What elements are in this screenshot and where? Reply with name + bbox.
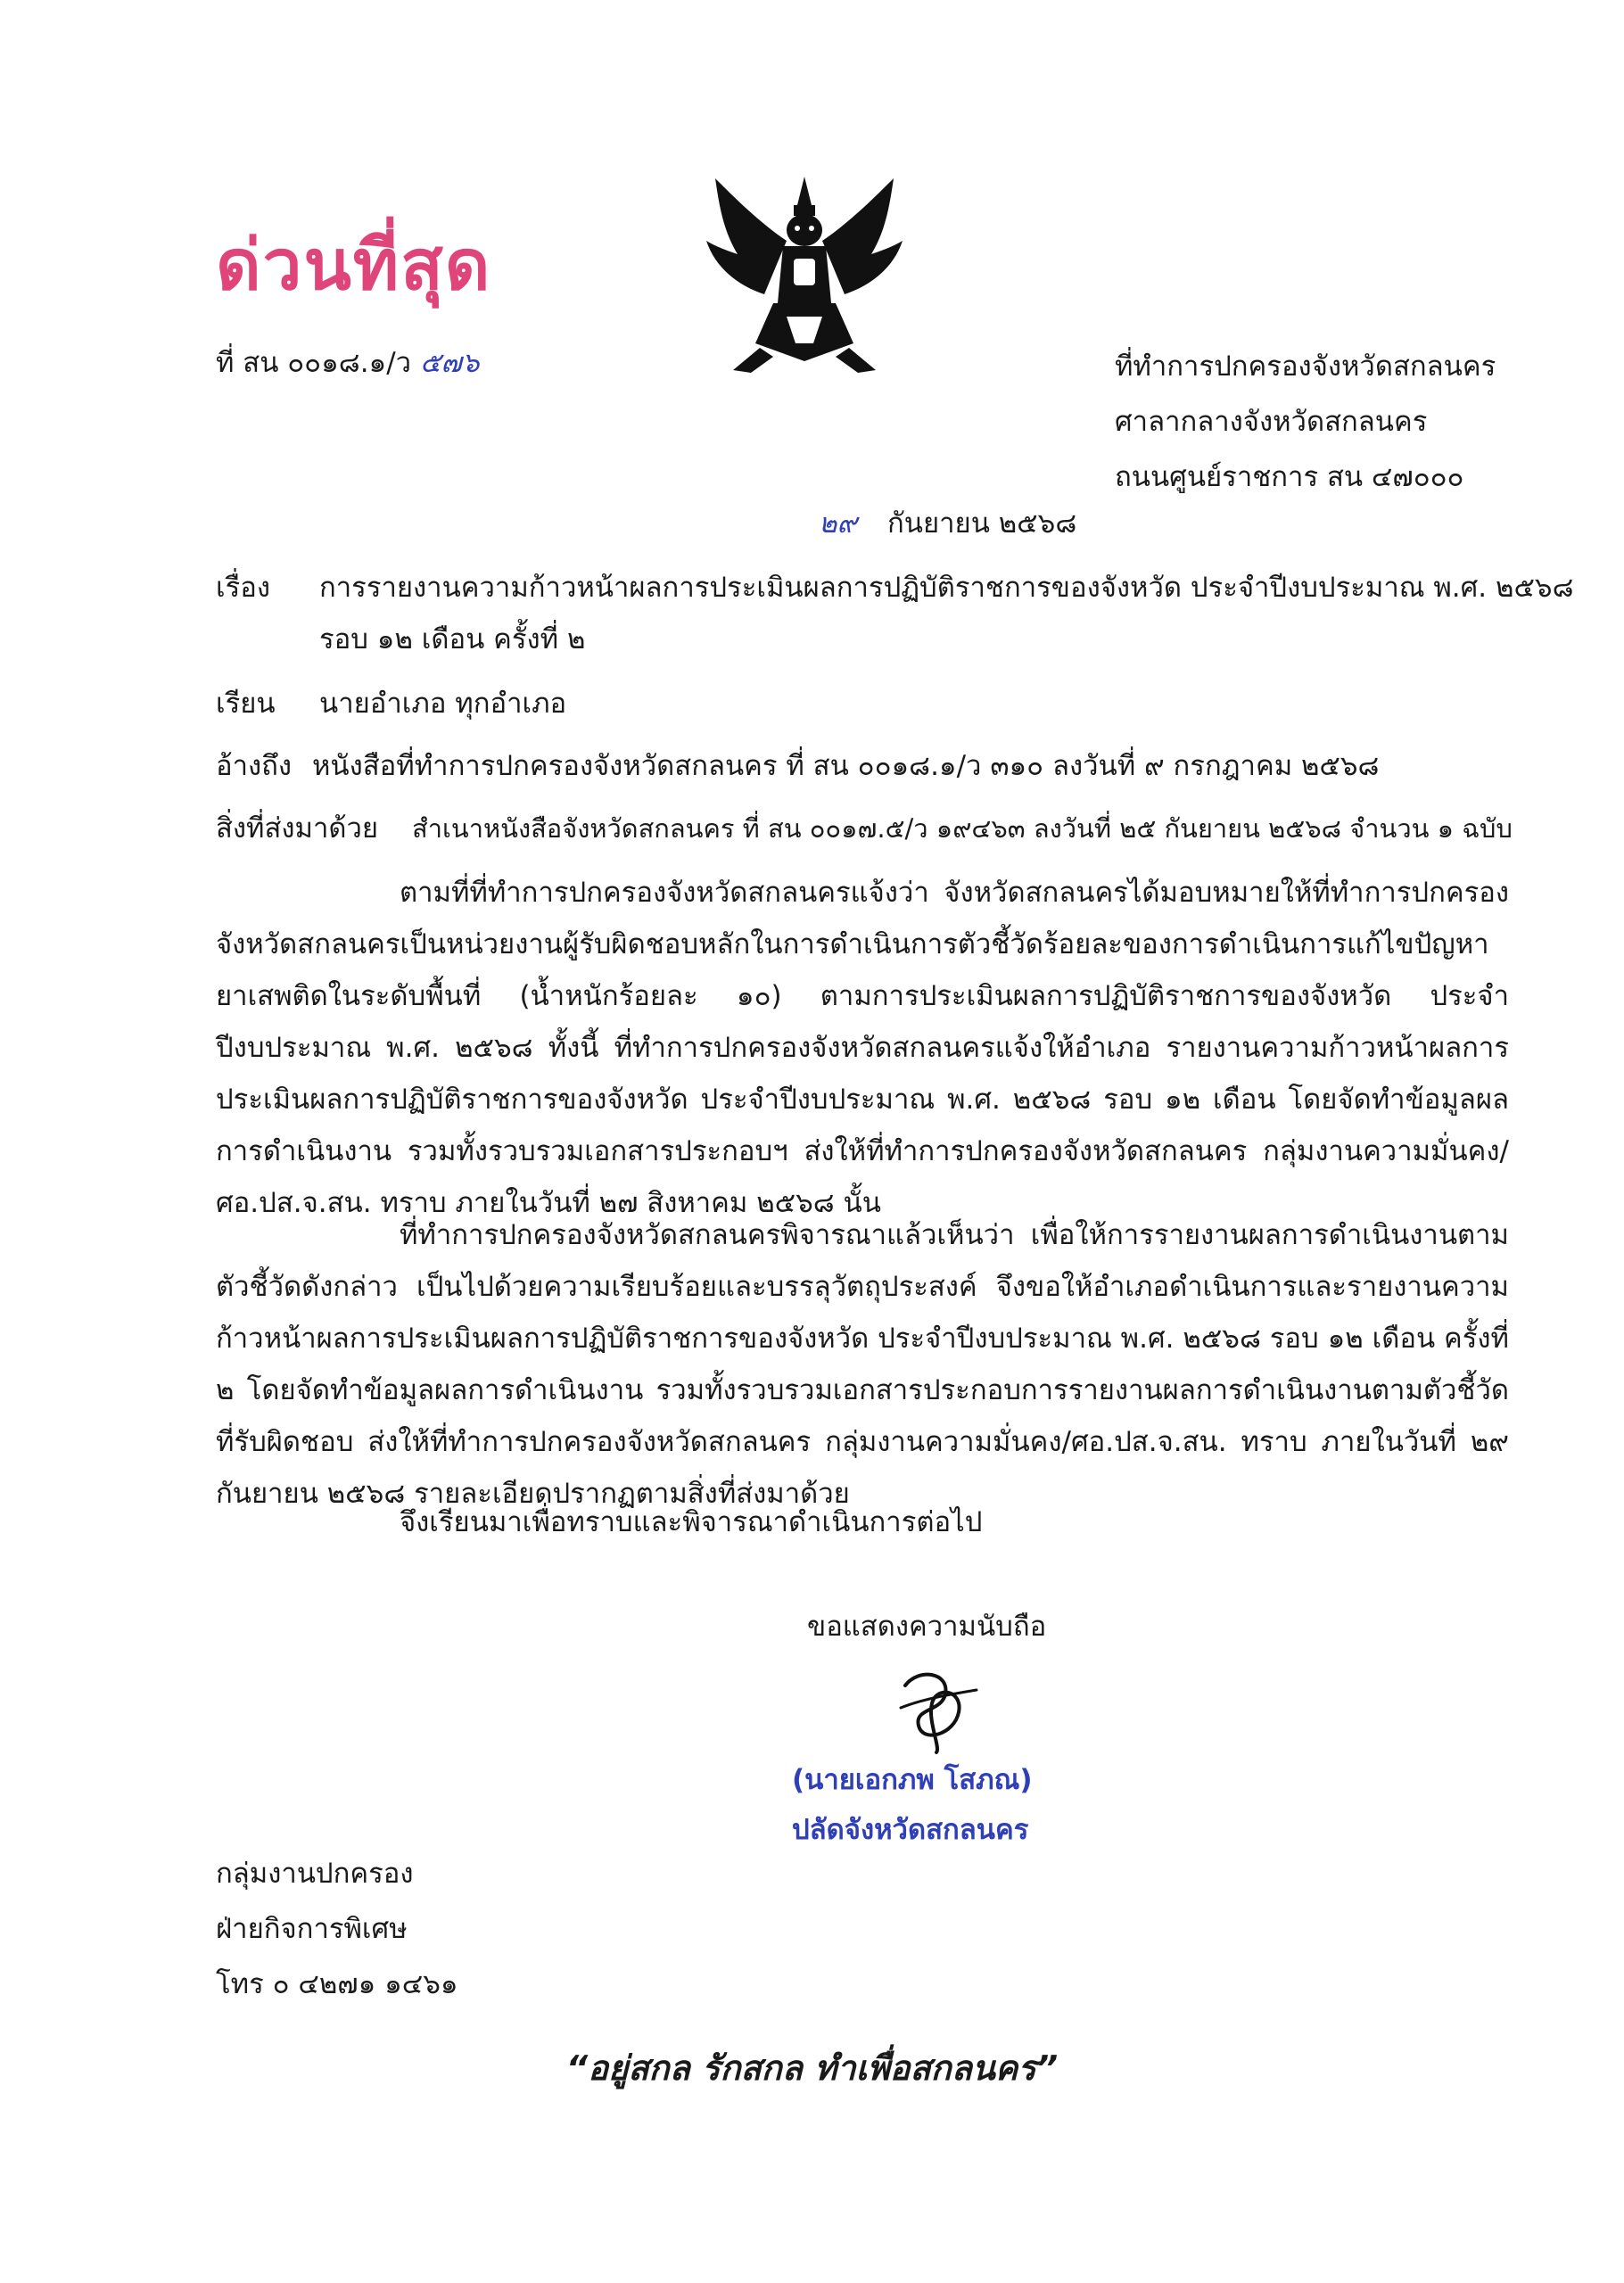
footer-line: ฝ่ายกิจการพิเศษ [216, 1913, 408, 1945]
provincial-slogan: “อยู่สกล รักสกล ทำเพื่อสกลนคร” [565, 2048, 1059, 2088]
subject-line-1: การรายงานความก้าวหน้าผลการประเมินผลการปฏิบัติราชการของจังหวัด ประจำปีงบประมาณ พ.ศ. ๒๕๖๘ [319, 572, 1574, 604]
body-paragraph-1: ตามที่ที่ทำการปกครองจังหวัดสกลนครแจ้งว่า จังหวัดสกลนครได้มอบหมายให้ที่ทำการปกครองจังหวัดสกลนครเป็นหน่วยงานผู้รับผิดชอบหลักในการดำเนินการตัวชี้วัดร้อยละของการดำเนินการแก้ไขปัญหายาเสพติดในระดับพื้นที่ (น้ำหนักร้อยละ ๑๐) ตามการประเมินผลการปฏิบัติราชการของจังหวัด ประจำปีงบประมาณ พ.ศ. ๒๕๖๘ ทั้งนี้ ที่ทำการปกครองจังหวัดสกลนครแจ้งให้อำเภอ รายงานความก้าวหน้าผลการประเมินผลการปฏิบัติราชการของจังหวัด ประจำปีงบประมาณ พ.ศ. ๒๕๖๘ รอบ ๑๒ เดือน โดยจัดทำข้อมูลผลการดำเนินงาน รวมทั้งรวบรวมเอกสารประกอบฯ ส่งให้ที่ทำการปกครองจังหวัดสกลนคร กลุ่มงานความมั่นคง/ศอ.ปส.จ.สน. ทราบ ภายในวันที่ ๒๗ สิงหาคม ๒๕๖๘ นั้น [216, 877, 1509, 1219]
footer-line: กลุ่มงานปกครอง [216, 1858, 414, 1890]
garuda-emblem-icon [697, 169, 911, 383]
issuing-office-address [1115, 339, 1496, 505]
reference-value: หนังสือที่ทำการปกครองจังหวัดสกลนคร ที่ สน ๐๐๑๘.๑/ว ๓๑๐ ลงวันที่ ๙ กรกฎาคม ๒๕๖๘ [312, 750, 1380, 782]
enclosure-label: สิ่งที่ส่งมาด้วย [216, 812, 379, 845]
subject-line-2: รอบ ๑๒ เดือน ครั้งที่ ๒ [319, 623, 586, 655]
signer-name: (นายเอกภพ โสภณ) [792, 1764, 1033, 1796]
document-number-handwritten: ๕๗๖ [419, 347, 480, 379]
letter-date [819, 498, 1076, 549]
office-line: ที่ทำการปกครองจังหวัดสกลนคร [1115, 350, 1496, 383]
urgency-stamp: ด่วนที่สุด [216, 226, 492, 306]
signer-title: ปลัดจังหวัดสกลนคร [792, 1814, 1029, 1846]
document-number-prefix: ที่ สน ๐๐๑๘.๑/ว [216, 347, 412, 379]
enclosure-value: สำเนาหนังสือจังหวัดสกลนคร ที่ สน ๐๐๑๗.๕/ว ๑๙๔๖๓ ลงวันที่ ๒๕ กันยายน ๒๕๖๘ จำนวน ๑ ฉบับ [412, 813, 1513, 844]
office-line: ถนนศูนย์ราชการ สน ๔๗๐๐๐ [1115, 461, 1464, 493]
date-month-year: กันยายน ๒๕๖๘ [887, 507, 1077, 540]
closing-phrase: ขอแสดงความนับถือ [807, 1611, 1047, 1643]
footer-department [216, 1846, 458, 2012]
to-value: นายอำเภอ ทุกอำเภอ [319, 688, 567, 720]
document-number [216, 337, 479, 389]
subject-label: เรื่อง [216, 572, 271, 604]
date-day-handwritten: ๒๙ [819, 507, 858, 540]
to-label: เรียน [216, 688, 276, 720]
reference-label: อ้างถึง [216, 750, 293, 782]
body-paragraph-3: จึงเรียนมาเพื่อทราบและพิจารณาดำเนินการต่อไป [400, 1506, 983, 1538]
footer-line: โทร ๐ ๔๒๗๑ ๑๔๖๑ [216, 1968, 458, 2000]
office-line: ศาลากลางจังหวัดสกลนคร [1115, 406, 1428, 438]
handwritten-signature [887, 1659, 985, 1757]
body-paragraph-2: ที่ทำการปกครองจังหวัดสกลนครพิจารณาแล้วเห็นว่า เพื่อให้การรายงานผลการดำเนินงานตามตัวชี้วัดดังกล่าว เป็นไปด้วยความเรียบร้อยและบรรลุวัตถุประสงค์ จึงขอให้อำเภอดำเนินการและรายงานความก้าวหน้าผลการประเมินผลการปฏิบัติราชการของจังหวัด ประจำปีงบประมาณ พ.ศ. ๒๕๖๘ รอบ ๑๒ เดือน ครั้งที่ ๒ โดยจัดทำข้อมูลผลการดำเนินงาน รวมทั้งรวบรวมเอกสารประกอบการรายงานผลการดำเนินงานตามตัวชี้วัดที่รับผิดชอบ ส่งให้ที่ทำการปกครองจังหวัดสกลนคร กลุ่มงานความมั่นคง/ศอ.ปส.จ.สน. ทราบ ภายในวันที่ ๒๙ กันยายน ๒๕๖๘ รายละเอียดปรากฏตามสิ่งที่ส่งมาด้วย [216, 1219, 1509, 1510]
